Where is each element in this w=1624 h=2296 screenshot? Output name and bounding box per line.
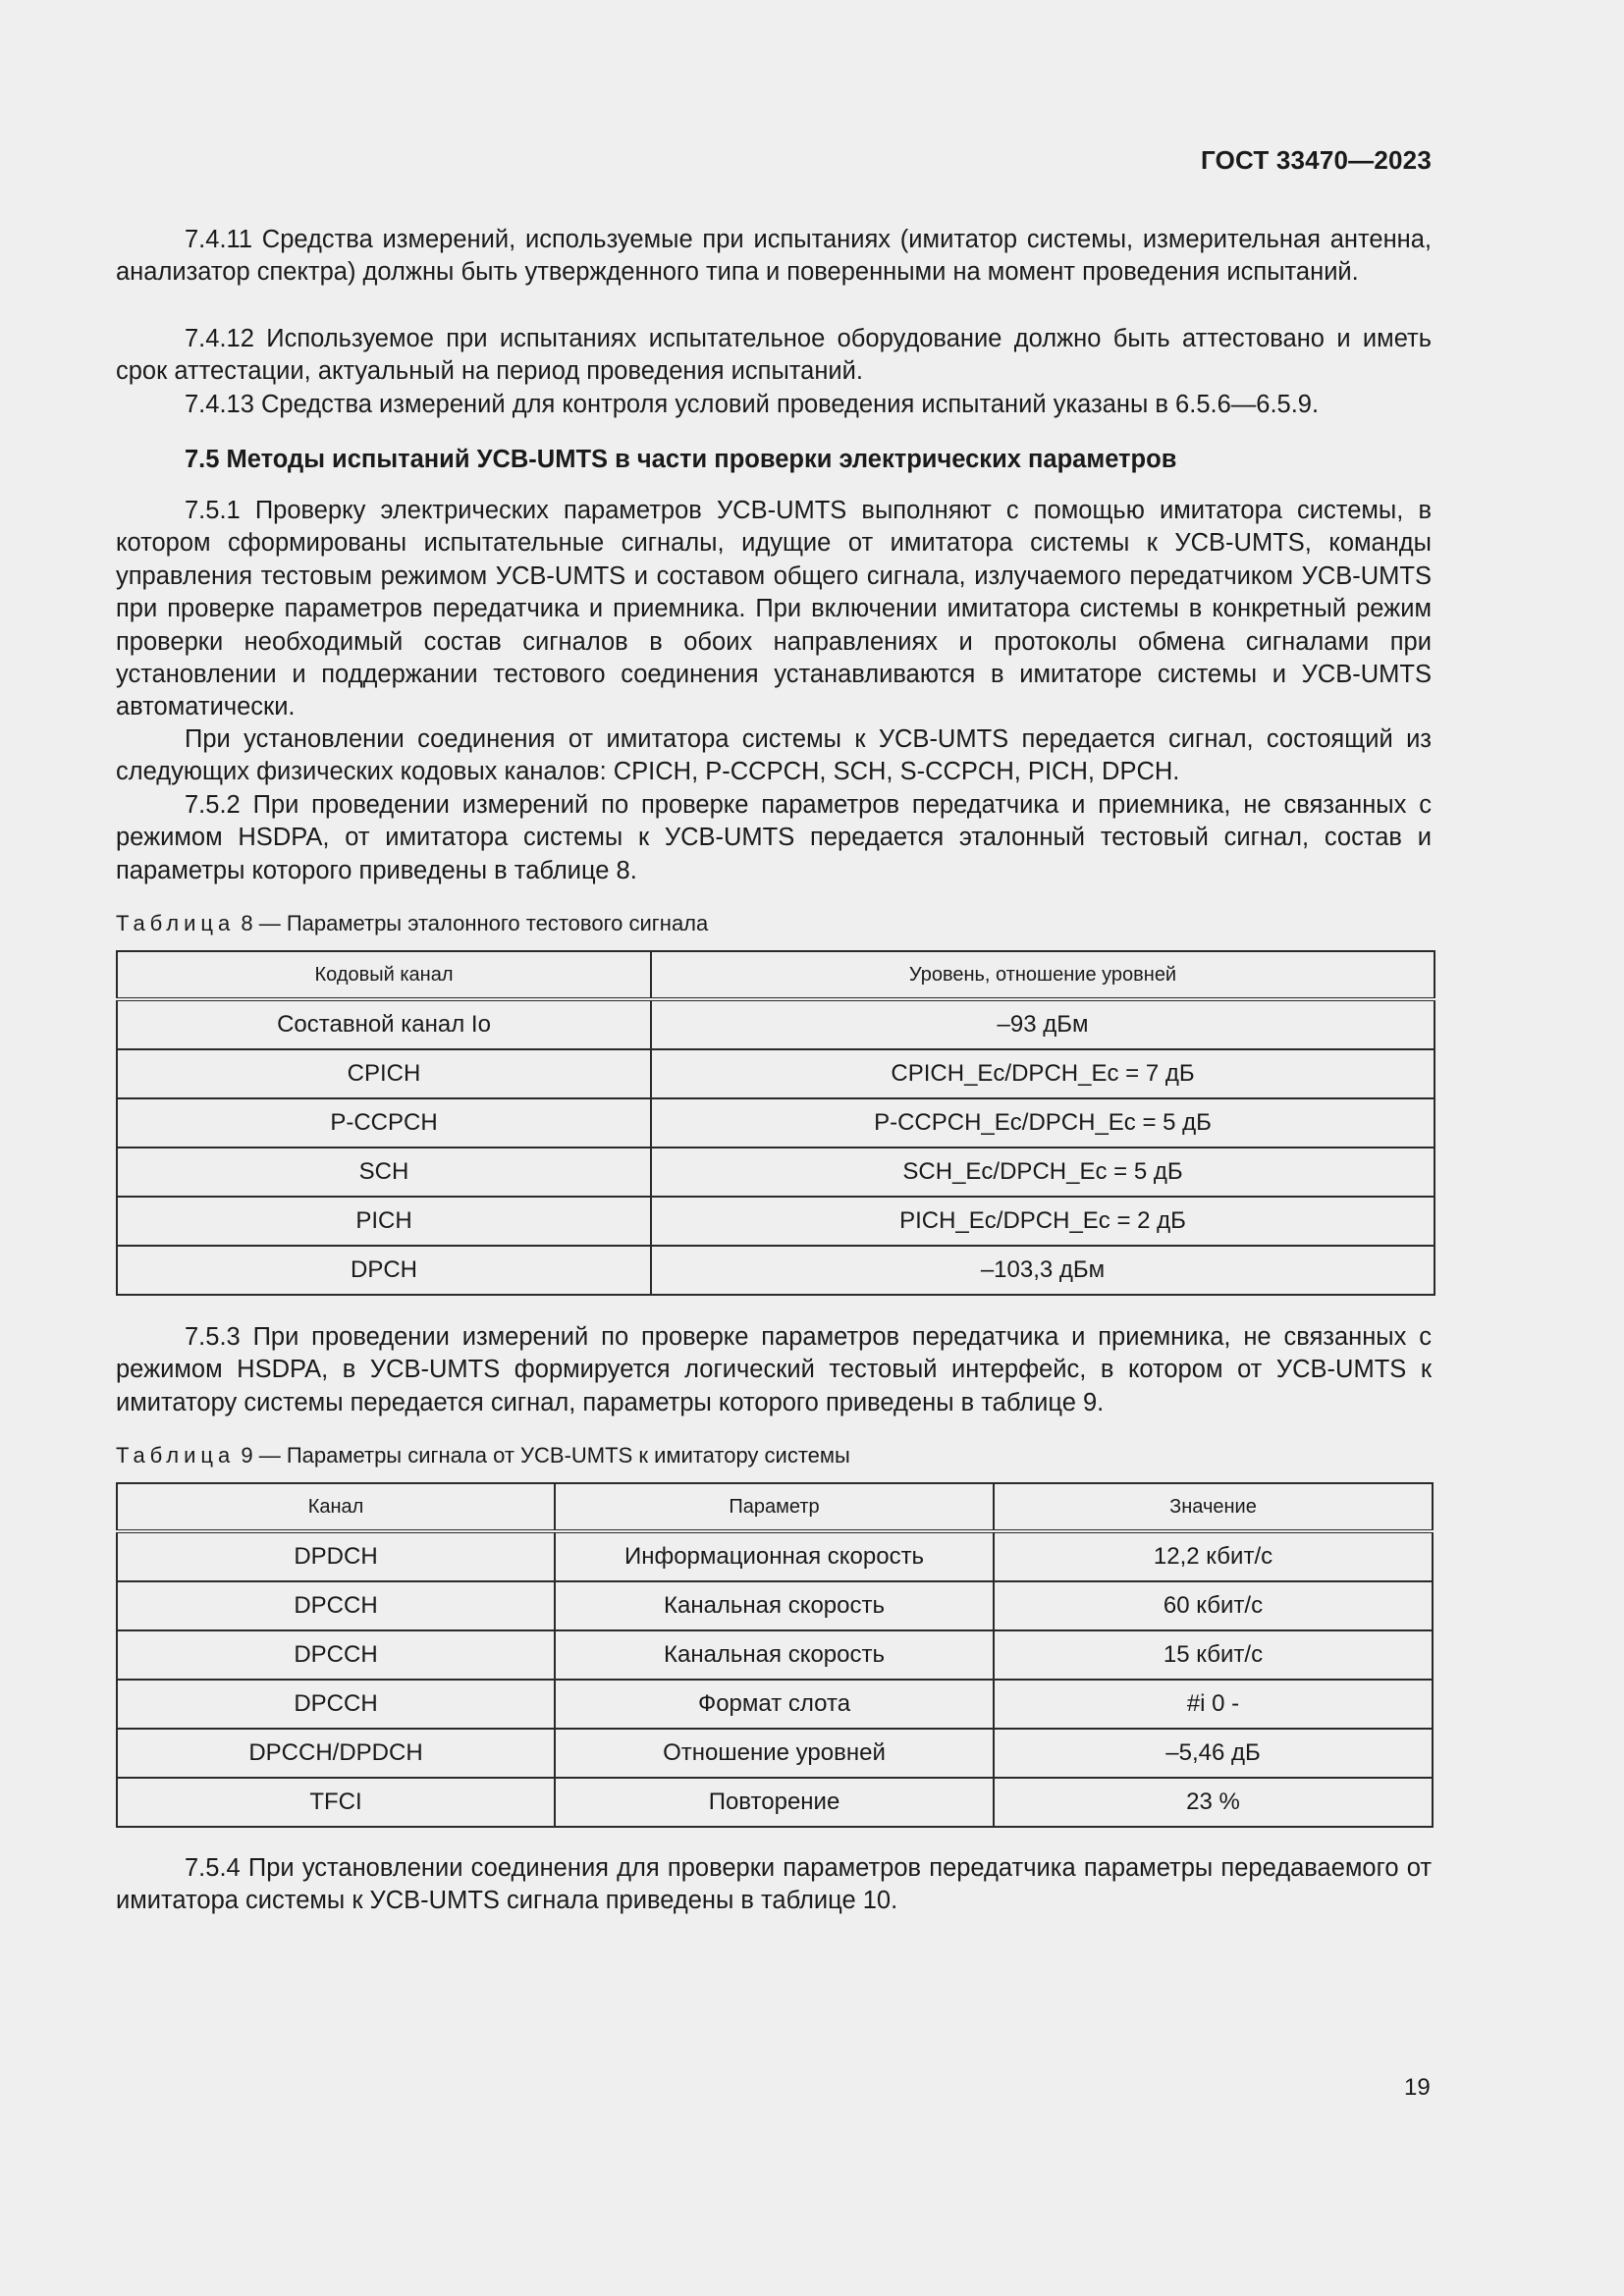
table-cell: SCH_Ec/DPCH_Ec = 5 дБ	[651, 1148, 1435, 1197]
paragraph-7-5-1: 7.5.1 Проверку электрических параметров УСВ-UMTS выполняют с помощью имитатора системы, в котором сформированы испытательные сигналы, идущие от имитатора системы к УСВ-UMTS, команды управления тестовым режимом УСВ-UMTS и составом общего сигнала, излучаемого передатчиком УСВ-UMTS при проверке параметров передатчика и приемника. При включении имитатора системы в конкретный режим проверки необходимый состав сигналов в обоих направлениях и протоколы обмена сигналами при установлении и поддержании тестового соединения устанавливаются в имитаторе системы и УСВ-UMTS автоматически.	[116, 497, 1432, 721]
paragraph-7-4-12: 7.4.12 Используемое при испытаниях испытательное оборудование должно быть аттестовано и иметь срок аттестации, актуальный на период проведения испытаний.	[116, 325, 1432, 386]
table-cell: DPCCH	[117, 1581, 555, 1630]
table-9-header-cell: Канал	[117, 1483, 555, 1531]
table-cell: Информационная скорость	[555, 1531, 994, 1581]
page-number: 19	[1404, 2074, 1431, 2101]
table-cell: DPCH	[117, 1246, 651, 1295]
table-9-header-cell: Параметр	[555, 1483, 994, 1531]
table-row	[117, 1680, 1433, 1729]
table-9-caption	[116, 1443, 850, 1468]
table-cell: PICH	[117, 1197, 651, 1246]
table-8-header-cell: Уровень, отношение уровней	[651, 951, 1435, 999]
table-row	[117, 1197, 1435, 1246]
table-cell: –103,3 дБм	[651, 1246, 1435, 1295]
table-cell: 23 %	[994, 1778, 1433, 1827]
table-cell: SCH	[117, 1148, 651, 1197]
table-cell: Формат слота	[555, 1680, 994, 1729]
table-row	[117, 1778, 1433, 1827]
paragraph-7-5-1-continued: При установлении соединения от имитатора системы к УСВ-UMTS передается сигнал, состоящий из следующих физических кодовых каналов: CPICH, P-CCPCH, SCH, S-CCPCH, PICH, DPCH.	[116, 725, 1432, 786]
table-cell: PICH_Ec/DPCH_Ec = 2 дБ	[651, 1197, 1435, 1246]
table-9-caption-text: 9 — Параметры сигнала от УСВ-UMTS к имитатору системы	[241, 1443, 850, 1468]
table-9	[116, 1482, 1434, 1828]
table-cell: Канальная скорость	[555, 1630, 994, 1680]
table-cell: Составной канал Io	[117, 999, 651, 1049]
table-cell: DPCCH	[117, 1630, 555, 1680]
table-row	[117, 1531, 1433, 1581]
table-8-caption-word: Таблица	[116, 911, 236, 935]
table-cell: DPCCH/DPDCH	[117, 1729, 555, 1778]
table-row	[117, 1581, 1433, 1630]
table-cell: P-CCPCH	[117, 1098, 651, 1148]
table-cell: –5,46 дБ	[994, 1729, 1433, 1778]
table-cell: DPCCH	[117, 1680, 555, 1729]
table-row	[117, 1246, 1435, 1295]
table-row	[117, 1098, 1435, 1148]
table-9-caption-word: Таблица	[116, 1443, 236, 1468]
table-row	[117, 1729, 1433, 1778]
table-row	[117, 999, 1435, 1049]
table-cell: DPDCH	[117, 1531, 555, 1581]
table-cell: CPICH	[117, 1049, 651, 1098]
table-cell: CPICH_Ec/DPCH_Ec = 7 дБ	[651, 1049, 1435, 1098]
table-cell: #i 0 -	[994, 1680, 1433, 1729]
paragraph-7-5-2: 7.5.2 При проведении измерений по проверке параметров передатчика и приемника, не связанных с режимом HSDPA, от имитатора системы к УСВ-UMTS передается эталонный тестовый сигнал, состав и параметры которого приведены в таблице 8.	[116, 791, 1432, 884]
table-8-caption	[116, 911, 708, 936]
section-heading-7-5: 7.5 Методы испытаний УСВ-UMTS в части проверки электрических параметров	[185, 446, 1177, 473]
table-8-caption-text: 8 — Параметры эталонного тестового сигнала	[241, 911, 709, 935]
table-cell: 15 кбит/с	[994, 1630, 1433, 1680]
table-cell: Повторение	[555, 1778, 994, 1827]
table-cell: Отношение уровней	[555, 1729, 994, 1778]
paragraph-7-4-13: 7.4.13 Средства измерений для контроля условий проведения испытаний указаны в 6.5.6—6.5.9.	[185, 391, 1320, 418]
table-cell: TFCI	[117, 1778, 555, 1827]
table-cell: 60 кбит/с	[994, 1581, 1433, 1630]
table-8-header-row	[117, 951, 1435, 999]
paragraph-7-5-3: 7.5.3 При проведении измерений по проверке параметров передатчика и приемника, не связанных с режимом HSDPA, в УСВ-UMTS формируется логический тестовый интерфейс, в котором от УСВ-UMTS к имитатору системы передается сигнал, параметры которого приведены в таблице 9.	[116, 1323, 1432, 1416]
table-8-header-cell: Кодовый канал	[117, 951, 651, 999]
table-8	[116, 950, 1435, 1296]
table-cell: P-CCPCH_Ec/DPCH_Ec = 5 дБ	[651, 1098, 1435, 1148]
table-row	[117, 1148, 1435, 1197]
table-9-header-row	[117, 1483, 1433, 1531]
paragraph-7-4-11: 7.4.11 Средства измерений, используемые при испытаниях (имитатор системы, измерительная антенна, анализатор спектра) должны быть утвержденного типа и поверенными на момент проведения испытаний.	[116, 226, 1432, 287]
table-9-header-cell: Значение	[994, 1483, 1433, 1531]
table-row	[117, 1049, 1435, 1098]
table-row	[117, 1630, 1433, 1680]
table-cell: Канальная скорость	[555, 1581, 994, 1630]
table-cell: –93 дБм	[651, 999, 1435, 1049]
document-code: ГОСТ 33470—2023	[1201, 145, 1432, 175]
table-cell: 12,2 кбит/с	[994, 1531, 1433, 1581]
paragraph-7-5-4: 7.5.4 При установлении соединения для проверки параметров передатчика параметры передаваемого от имитатора системы к УСВ-UMTS сигнала приведены в таблице 10.	[116, 1854, 1432, 1915]
